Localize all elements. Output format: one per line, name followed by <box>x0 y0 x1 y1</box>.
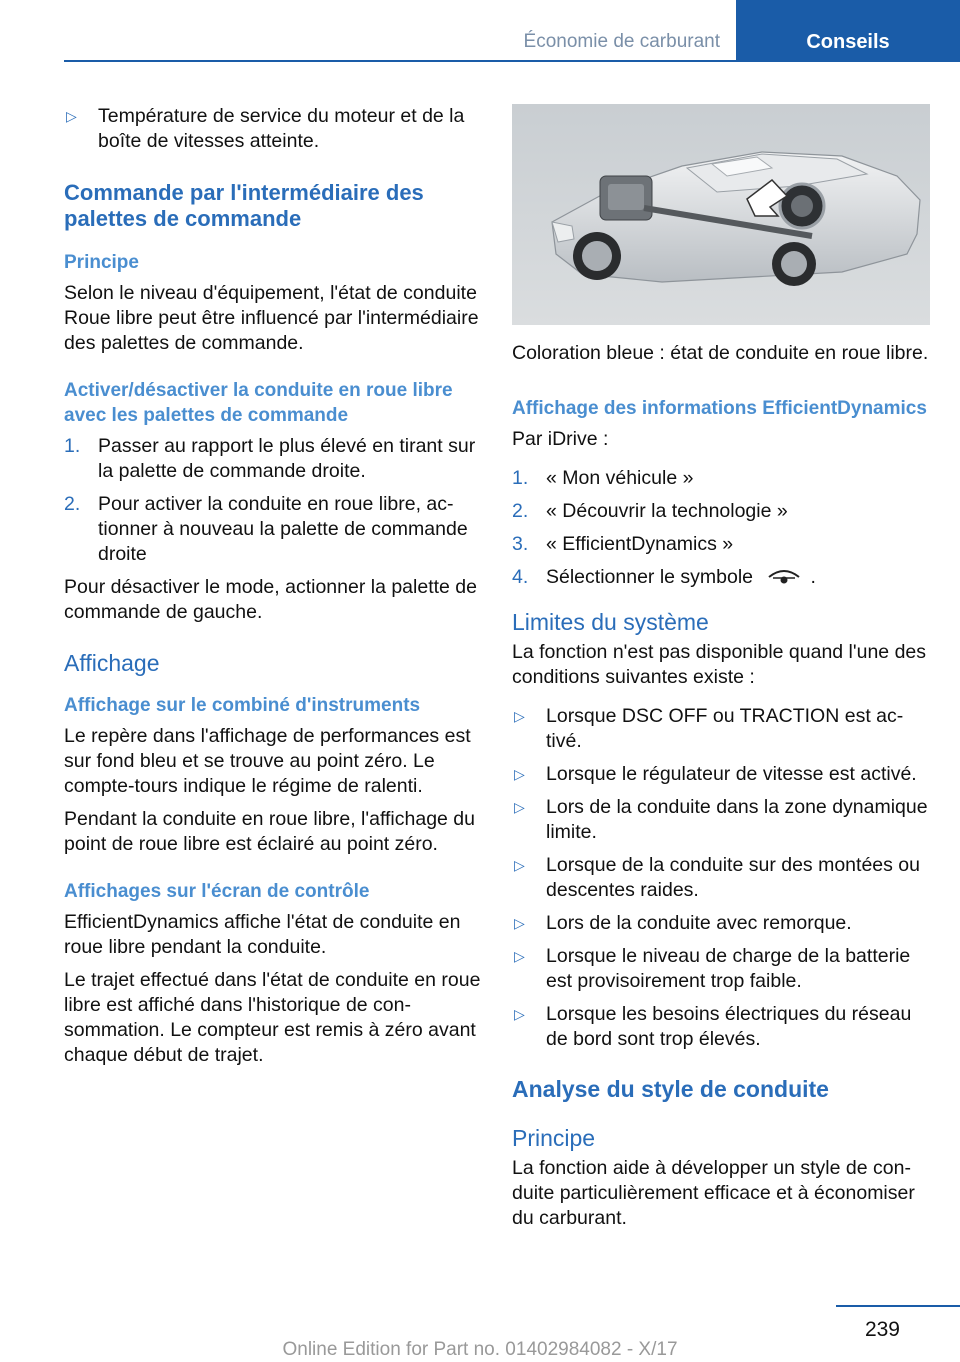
paragraph: Pendant la conduite en roue libre, l'affichage du point de roue libre est éclairé au point zéro. <box>64 808 475 855</box>
coasting-symbol-icon <box>764 566 804 586</box>
paragraph: EfficientDynamics affiche l'état de conduite en roue libre pendant la conduite. <box>64 911 461 958</box>
car-drivetrain-illustration <box>512 104 930 325</box>
list-item: ▷ Lors de la conduite dans la zone dynamique limite. <box>514 796 928 843</box>
triangle-bullet-icon: ▷ <box>514 915 525 931</box>
footer-rule <box>836 1305 960 1307</box>
list-item: 4. Sélectionner le symbole . <box>512 566 816 588</box>
subheading: Affichage des informations EfficientDynamics <box>512 398 927 419</box>
list-item: 1. Passer au rapport le plus élevé en tirant sur la palette de commande droite. <box>64 435 476 482</box>
list-item: ▷ Lorsque les besoins électriques du réseau de bord sont trop élevés. <box>514 1003 912 1050</box>
triangle-bullet-icon: ▷ <box>514 857 525 873</box>
header-tab: Conseils <box>736 0 960 62</box>
paragraph: La fonction aide à développer un style de conduite particulièrement efficace et à économiser du carburant. <box>512 1157 915 1229</box>
paragraph: La fonction n'est pas disponible quand l'une des conditions suivantes existe : <box>512 641 927 688</box>
list-item: ▷ Lorsque DSC OFF ou TRACTION est activé. <box>514 705 904 752</box>
paragraph: Selon le niveau d'équipement, l'état de conduite Roue libre peut être influencé par l'intermédiaire des palettes de commande. <box>64 282 479 354</box>
subheading: Affichage sur le combiné d'instruments <box>64 695 421 716</box>
header-rule <box>64 60 960 62</box>
subheading: Principe <box>64 252 139 273</box>
conditions-list <box>512 704 930 1052</box>
header-section-title: Économie de carburant <box>523 31 720 52</box>
subheading: Activer/désactiver la conduite en roue libre avec les palettes de commande <box>64 380 453 426</box>
paragraph: Le repère dans l'affichage de performances est sur fond bleu et se trouve au point zéro. Le compte-tours indique le régime de ralenti. <box>64 725 471 797</box>
right-column <box>512 104 930 1239</box>
section-heading: Analyse du style de conduite <box>512 1076 829 1102</box>
list-item: 3. « EfficientDynamics » <box>512 533 734 555</box>
triangle-bullet-icon: ▷ <box>514 948 525 964</box>
list-item: 1. « Mon véhicule » <box>512 467 694 489</box>
steps-list <box>64 434 482 567</box>
paragraph: Le trajet effectué dans l'état de conduite en roue libre est affiché dans l'historique de consommation. Le compteur est remis à zéro avant chaque début de trajet. <box>64 969 481 1066</box>
paragraph: Par iDrive : <box>512 428 609 450</box>
list-item: 2. Pour activer la conduite en roue libre, actionner à nouveau la palette de commande droite <box>64 493 468 565</box>
section-heading: Commande par l'intermédiaire des palettes de commande <box>64 180 424 231</box>
list-item: ▷ Lorsque le régulateur de vitesse est activé. <box>514 763 917 785</box>
list-item: ▷ Lorsque le niveau de charge de la batterie est provisoirement trop faible. <box>514 945 911 992</box>
section-heading: Limites du système <box>512 609 709 635</box>
triangle-bullet-icon: ▷ <box>514 799 525 815</box>
triangle-bullet-icon: ▷ <box>514 708 525 724</box>
subheading: Affichages sur l'écran de contrôle <box>64 881 370 902</box>
left-column <box>64 104 482 1076</box>
section-heading: Principe <box>512 1125 596 1151</box>
list-item: ▷ Température de service du moteur et de la boîte de vitesses atteinte. <box>66 105 465 152</box>
car-illustration-icon <box>512 104 930 325</box>
list-item: 2. « Découvrir la technologie » <box>512 500 788 522</box>
edition-footer: Online Edition for Part no. 01402984082 - X/17 <box>282 1339 678 1360</box>
triangle-bullet-icon: ▷ <box>66 108 77 124</box>
menu-steps-list <box>512 466 930 590</box>
list-item: ▷ Lorsque de la conduite sur des montées ou descentes raides. <box>514 854 920 901</box>
section-heading: Affichage <box>64 650 160 676</box>
page-header <box>0 0 960 62</box>
list-item: ▷ Lors de la conduite avec remorque. <box>514 912 852 934</box>
triangle-bullet-icon: ▷ <box>514 766 525 782</box>
paragraph: Pour désactiver le mode, actionner la palette de commande de gauche. <box>64 576 477 623</box>
triangle-bullet-icon: ▷ <box>514 1006 525 1022</box>
figure-caption: Coloration bleue : état de conduite en roue libre. <box>512 342 929 364</box>
bullet-list <box>64 104 482 154</box>
page-number: 239 <box>864 1318 900 1341</box>
